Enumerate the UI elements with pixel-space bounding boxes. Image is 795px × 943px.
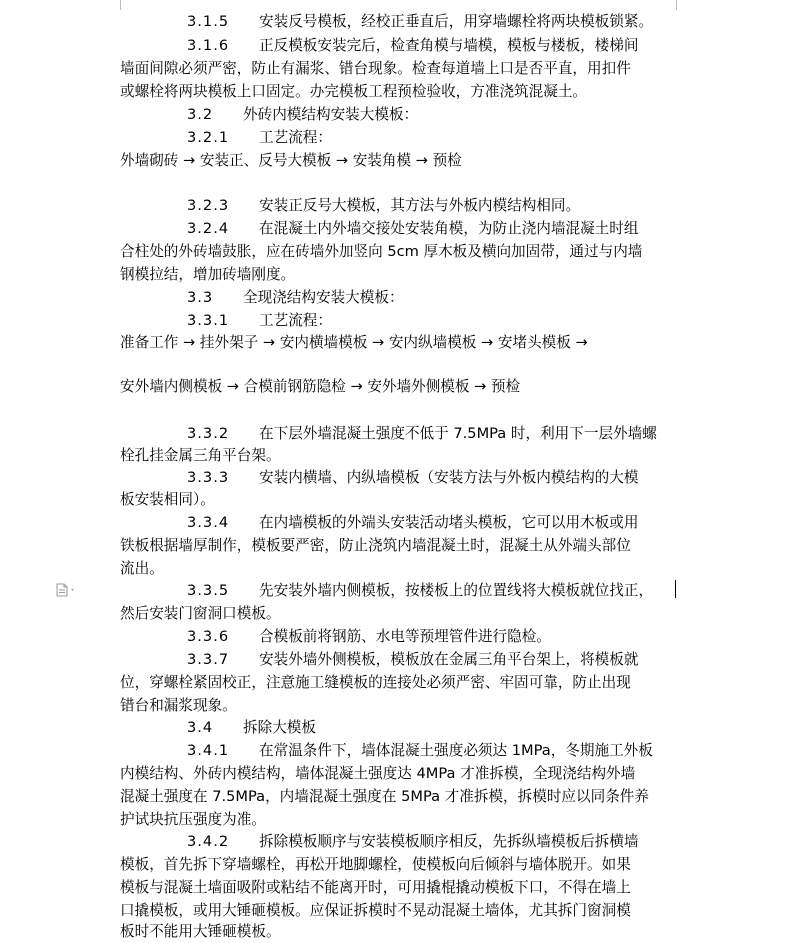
- paragraph-text: 在内墙模板的外端头安装活动堵头模板，它可以用木板或用: [259, 514, 639, 531]
- process-flow-line: 准备工作 → 挂外架子 → 安内横墙模板 → 安内纵墙模板 → 安堵头模板 →: [120, 334, 588, 351]
- paragraph-text: 先安装外墙内侧模板，按楼板上的位置线将大模板就位找正，: [259, 582, 654, 599]
- paragraph-line: 内模结构、外砖内模结构，墙体混凝土强度达 4MPa 才准拆模，全现浇结构外墙: [120, 765, 636, 782]
- section-number: 3.2.1: [187, 129, 230, 146]
- paragraph-line: 口撬模板，或用大锤砸模板。应保证拆模时不晃动混凝土墙体，尤其拆门窗洞模: [120, 902, 631, 919]
- paragraph-line: 然后安装门窗洞口模板。: [120, 605, 281, 622]
- text-cursor: [675, 580, 676, 598]
- paragraph-3-4-2: [187, 831, 677, 853]
- margin-corner-mark-left: [120, 0, 121, 10]
- paragraph-text: 安装外墙外侧模板，模板放在金属三角平台架上，将模板就: [259, 651, 639, 668]
- section-number: 3.3.5: [187, 582, 230, 599]
- paragraph-line: 位，穿螺栓紧固校正，注意施工缝模板的连接处必须严密、牢固可靠，防止出现: [120, 674, 631, 691]
- paragraph-text: 在混凝土内外墙交接处安装角模，为防止浇内墙混凝土时组: [259, 220, 639, 237]
- section-number: 3.3.1: [187, 312, 230, 329]
- paragraph-line: 或螺栓将两块模板上口固定。办完模板工程预检验收，方准浇筑混凝土。: [120, 83, 588, 100]
- paragraph-line: 护试块抗压强度为准。: [120, 811, 266, 828]
- heading-3-2-1: [187, 127, 677, 149]
- heading-text: 全现浇结构安装大模板：: [243, 289, 404, 306]
- paragraph-3-3-3: [187, 467, 677, 489]
- paragraph-options-icon[interactable]: [56, 582, 78, 596]
- section-number: 3.2: [187, 106, 214, 123]
- heading-3-3: [187, 287, 677, 309]
- section-number: 3.4: [187, 719, 214, 736]
- paragraph-line: 墙面间隙必须严密，防止有漏浆、错台现象。检查每道墙上口是否平直，用扣件: [120, 60, 631, 77]
- paragraph-line: 混凝土强度在 7.5MPa，内墙混凝土强度在 5MPa 才准拆模，拆模时应以同条件养: [120, 788, 649, 805]
- paragraph-3-3-7: [187, 649, 677, 671]
- paragraph-text: 正反模板安装完后，检查角模与墙模，模板与楼板，楼梯间: [259, 37, 639, 54]
- section-number: 3.3.4: [187, 514, 230, 531]
- paragraph-text: 拆除模板顺序与安装模板顺序相反，先拆纵墙模板后拆横墙: [259, 833, 639, 850]
- paragraph-text: 安装正反号大模板，其方法与外板内模结构相同。: [259, 197, 581, 214]
- heading-text: 拆除大模板: [243, 719, 316, 736]
- margin-corner-mark-right: [676, 0, 677, 10]
- section-number: 3.2.4: [187, 220, 230, 237]
- paragraph-3-3-2: [187, 423, 677, 445]
- paragraph-line: 铁板根据墙厚制作，模板要严密，防止浇筑内墙混凝土时，混凝土从外端头部位: [120, 537, 631, 554]
- section-number: 3.3: [187, 289, 214, 306]
- paragraph-text: 安装反号模板，经校正垂直后，用穿墙螺栓将两块模板锁紧。: [259, 13, 654, 30]
- paragraph-3-3-4: [187, 512, 677, 534]
- paragraph-line: 钢模拉结，增加砖墙刚度。: [120, 266, 296, 283]
- section-number: 3.3.7: [187, 651, 230, 668]
- paragraph-line: 板安装相同）。: [120, 491, 215, 508]
- paragraph-3-2-3: [187, 195, 677, 217]
- heading-text: 工艺流程：: [259, 312, 332, 329]
- paragraph-line: 错台和漏浆现象。: [120, 697, 237, 714]
- paragraph-line: 流出。: [120, 560, 164, 577]
- section-number: 3.4.1: [187, 742, 230, 759]
- paragraph-3-1-6: [187, 35, 677, 57]
- section-number: 3.4.2: [187, 833, 230, 850]
- paragraph-line: 模板与混凝土墙面吸附或粘结不能离开时，可用撬棍撬动模板下口，不得在墙上: [120, 879, 631, 896]
- paragraph-line: 模板，首先拆下穿墙螺栓，再松开地脚螺栓，使模板向后倾斜与墙体脱开。如果: [120, 856, 631, 873]
- paragraph-line: 合柱处的外砖墙鼓胀，应在砖墙外加竖向 5cm 厚木板及横向加固带，通过与内墙: [120, 243, 643, 260]
- section-number: 3.1.5: [187, 13, 230, 30]
- section-number: 3.2.3: [187, 197, 230, 214]
- heading-3-3-1: [187, 310, 677, 332]
- process-flow-line: 安外墙内侧模板 → 合模前钢筋隐检 → 安外墙外侧模板 → 预检: [120, 378, 521, 395]
- heading-text: 工艺流程：: [259, 129, 332, 146]
- paragraph-3-4-1: [187, 740, 677, 762]
- section-number: 3.3.2: [187, 425, 230, 442]
- section-number: 3.1.6: [187, 37, 230, 54]
- paragraph-text: 在常温条件下，墙体混凝土强度必须达 1MPa，冬期施工外板: [259, 742, 653, 759]
- paragraph-3-3-5: [187, 580, 677, 602]
- paragraph-text: 合模板前将钢筋、水电等预埋管件进行隐检。: [259, 628, 551, 645]
- heading-3-2: [187, 104, 677, 126]
- paragraph-text: 在下层外墙混凝土强度不低于 7.5MPa 时，利用下一层外墙螺: [259, 425, 657, 442]
- paragraph-text: 安装内横墙、内纵墙模板（安装方法与外板内模结构的大模: [259, 469, 639, 486]
- section-number: 3.3.3: [187, 469, 230, 486]
- paragraph-line: 板时不能用大锤砸模板。: [120, 923, 281, 940]
- paragraph-3-3-6: [187, 626, 677, 648]
- section-number: 3.3.6: [187, 628, 230, 645]
- paragraph-3-1-5: [187, 11, 677, 33]
- heading-text: 外砖内模结构安装大模板：: [243, 106, 419, 123]
- paragraph-3-2-4: [187, 218, 677, 240]
- process-flow-line: 外墙砌砖 → 安装正、反号大模板 → 安装角模 → 预检: [120, 152, 462, 169]
- heading-3-4: [187, 717, 677, 739]
- paragraph-line: 栓孔挂金属三角平台架。: [120, 447, 281, 464]
